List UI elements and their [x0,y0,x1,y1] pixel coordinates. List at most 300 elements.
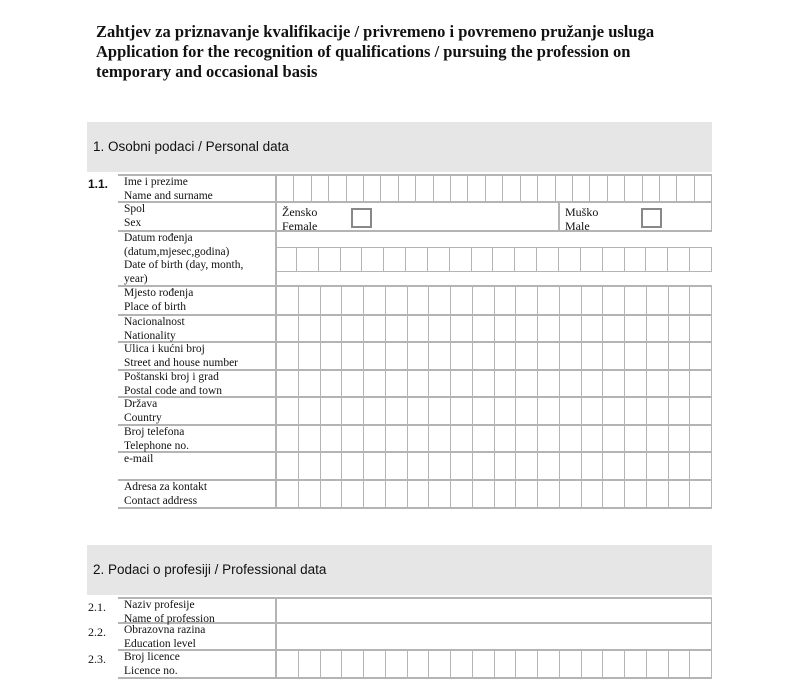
char-cell[interactable] [364,343,386,369]
char-cell[interactable] [321,343,343,369]
label-line: Postal code and town [124,384,223,397]
table-row [118,232,712,287]
char-cell[interactable] [647,651,669,677]
section-1-title: 1. Osobni podaci / Personal data [93,139,289,154]
char-cell[interactable] [668,248,690,271]
char-cell[interactable] [342,316,364,341]
char-cell[interactable] [451,287,473,314]
char-cell[interactable] [408,398,430,424]
char-grid [275,426,712,451]
char-cell[interactable] [538,481,560,507]
char-cell[interactable] [473,426,495,451]
char-cell[interactable] [386,453,408,479]
char-cell[interactable] [381,176,398,201]
char-cell[interactable] [625,248,647,271]
char-cell[interactable] [473,287,495,314]
label-line: Name of profession [124,612,215,625]
table-row [88,174,712,203]
char-cell[interactable] [321,287,343,314]
char-cell[interactable] [690,453,712,479]
row-number: 1.1. [88,177,109,191]
char-cell[interactable] [647,371,669,396]
char-cell[interactable] [429,343,451,369]
table-row [118,371,712,398]
char-grid [275,343,712,369]
char-cell[interactable] [277,176,294,201]
char-cell[interactable] [434,176,451,201]
char-cell[interactable] [516,426,538,451]
char-cell[interactable] [294,176,311,201]
char-cell[interactable] [582,343,604,369]
char-cell[interactable] [669,287,691,314]
char-cell[interactable] [690,287,712,314]
char-cell[interactable] [386,343,408,369]
char-cell[interactable] [560,398,582,424]
char-cell[interactable] [669,481,691,507]
char-cell[interactable] [625,481,647,507]
char-cell[interactable] [538,287,560,314]
char-cell[interactable] [342,287,364,314]
char-cell[interactable] [473,453,495,479]
char-cell[interactable] [297,248,319,271]
char-cell[interactable] [560,316,582,341]
char-cell[interactable] [299,651,321,677]
char-cell[interactable] [342,371,364,396]
char-cell[interactable] [299,371,321,396]
char-cell[interactable] [582,651,604,677]
char-cell[interactable] [690,316,712,341]
label-line: Education level [124,637,196,650]
table-row [118,481,712,509]
table-row [88,597,712,625]
char-cell[interactable] [608,176,625,201]
label-line: Date of birth (day, month, [124,259,244,271]
char-cell[interactable] [559,248,581,271]
char-cell[interactable] [364,176,381,201]
char-cell[interactable] [364,287,386,314]
char-cell[interactable] [277,398,299,424]
char-cell[interactable] [386,316,408,341]
label-line: Country [124,411,162,424]
char-cell[interactable] [347,176,364,201]
field-label [124,287,193,314]
char-cell[interactable] [581,248,603,271]
char-cell[interactable] [486,176,503,201]
char-cell[interactable] [408,343,430,369]
char-cell[interactable] [538,316,560,341]
char-cell[interactable] [516,651,538,677]
table-row [118,398,712,426]
title-line: Application for the recognition of qualifications / pursuing the profession on [96,42,631,61]
char-cell[interactable] [538,426,560,451]
char-cell[interactable] [451,343,473,369]
label-line: Sex [124,216,142,229]
field-label [124,599,215,626]
char-cell[interactable] [364,316,386,341]
char-cell[interactable] [451,398,473,424]
field-label [124,651,180,678]
char-cell[interactable] [342,453,364,479]
char-cell[interactable] [647,316,669,341]
char-cell[interactable] [386,651,408,677]
field-label [124,481,207,508]
char-cell[interactable] [399,176,416,201]
char-cell[interactable] [277,651,299,677]
char-cell[interactable] [341,248,363,271]
char-cell[interactable] [312,176,329,201]
table-row [118,426,712,453]
label-line: Ime i prezime [124,176,188,188]
label-line: Država [124,398,158,410]
label-line: Poštanski broj i grad [124,371,219,383]
char-cell[interactable] [451,371,473,396]
char-cell[interactable] [690,651,712,677]
char-cell[interactable] [495,287,517,314]
char-cell[interactable] [342,426,364,451]
char-cell[interactable] [342,481,364,507]
char-cell[interactable] [364,453,386,479]
char-cell[interactable] [625,176,642,201]
char-cell[interactable] [647,343,669,369]
char-cell[interactable] [538,651,560,677]
char-cell[interactable] [429,651,451,677]
char-cell[interactable] [669,453,691,479]
section-2-header [87,545,712,595]
text-field[interactable] [275,599,712,622]
char-cell[interactable] [503,176,520,201]
label-line: e-mail [124,453,154,465]
char-cell[interactable] [521,176,538,201]
char-cell[interactable] [582,371,604,396]
char-cell[interactable] [473,398,495,424]
char-cell[interactable] [660,176,677,201]
char-cell[interactable] [408,316,430,341]
char-cell[interactable] [516,398,538,424]
char-cell[interactable] [669,371,691,396]
field-label [124,203,145,230]
char-cell[interactable] [646,248,668,271]
char-cell[interactable] [472,248,494,271]
field-label [124,624,205,651]
char-cell[interactable] [537,248,559,271]
male-checkbox[interactable] [641,208,662,228]
char-cell[interactable] [277,316,299,341]
char-cell[interactable] [299,453,321,479]
char-cell[interactable] [516,371,538,396]
char-cell[interactable] [299,426,321,451]
char-cell[interactable] [450,248,472,271]
char-cell[interactable] [495,343,517,369]
char-cell[interactable] [429,453,451,479]
char-cell[interactable] [386,287,408,314]
char-cell[interactable] [364,371,386,396]
char-cell[interactable] [603,426,625,451]
char-cell[interactable] [299,343,321,369]
char-cell[interactable] [690,248,712,271]
char-cell[interactable] [625,371,647,396]
char-cell[interactable] [495,316,517,341]
char-cell[interactable] [603,343,625,369]
char-cell[interactable] [695,176,712,201]
char-cell[interactable] [582,398,604,424]
char-cell[interactable] [582,316,604,341]
char-cell[interactable] [299,481,321,507]
char-cell[interactable] [429,481,451,507]
table-row [88,651,712,679]
char-cell[interactable] [573,176,590,201]
char-cell[interactable] [473,481,495,507]
char-cell[interactable] [386,371,408,396]
label-line: Broj telefona [124,426,185,438]
char-cell[interactable] [299,316,321,341]
char-cell[interactable] [364,426,386,451]
label-line: Spol [124,203,146,215]
char-cell[interactable] [428,248,450,271]
char-cell[interactable] [690,343,712,369]
female-label-en: Female [282,219,318,233]
field-label [124,426,189,453]
table-row [118,343,712,371]
char-cell[interactable] [429,371,451,396]
char-cell[interactable] [516,453,538,479]
char-cell[interactable] [647,426,669,451]
title-line: temporary and occasional basis [96,62,318,81]
char-cell[interactable] [538,176,555,201]
char-cell[interactable] [364,398,386,424]
char-cell[interactable] [516,287,538,314]
char-cell[interactable] [582,481,604,507]
char-cell[interactable] [386,398,408,424]
char-cell[interactable] [321,371,343,396]
male-label-en: Male [565,219,590,233]
char-cell[interactable] [277,453,299,479]
char-cell[interactable] [495,426,517,451]
char-grid [275,651,712,677]
char-cell[interactable] [321,316,343,341]
char-cell[interactable] [560,453,582,479]
char-cell[interactable] [451,316,473,341]
char-cell[interactable] [342,398,364,424]
char-cell[interactable] [384,248,406,271]
char-cell[interactable] [643,176,660,201]
char-cell[interactable] [408,453,430,479]
char-grid [275,398,712,424]
char-cell[interactable] [473,371,495,396]
char-cell[interactable] [669,316,691,341]
char-cell[interactable] [468,176,485,201]
char-cell[interactable] [321,651,343,677]
char-cell[interactable] [495,453,517,479]
char-cell[interactable] [669,426,691,451]
char-cell[interactable] [603,651,625,677]
char-cell[interactable] [342,651,364,677]
char-cell[interactable] [690,481,712,507]
char-cell[interactable] [647,453,669,479]
table-row [88,624,712,651]
char-cell[interactable] [473,343,495,369]
char-cell[interactable] [560,287,582,314]
label-line: Nacionalnost [124,316,185,328]
char-cell[interactable] [556,176,573,201]
label-line: Datum rođenja [124,232,193,244]
char-cell[interactable] [451,481,473,507]
char-cell[interactable] [625,316,647,341]
char-cell[interactable] [277,481,299,507]
char-cell[interactable] [364,481,386,507]
char-cell[interactable] [603,287,625,314]
char-cell[interactable] [582,426,604,451]
char-cell[interactable] [603,453,625,479]
char-cell[interactable] [669,343,691,369]
char-cell[interactable] [299,287,321,314]
table-row [118,203,712,232]
char-cell[interactable] [603,481,625,507]
char-cell[interactable] [669,651,691,677]
char-cell[interactable] [473,316,495,341]
char-cell[interactable] [493,248,515,271]
char-cell[interactable] [560,426,582,451]
char-cell[interactable] [538,453,560,479]
char-cell[interactable] [362,248,384,271]
label-line: Telephone no. [124,439,189,452]
char-cell[interactable] [451,453,473,479]
char-cell[interactable] [647,481,669,507]
char-cell[interactable] [625,453,647,479]
char-cell[interactable] [582,287,604,314]
char-cell[interactable] [451,426,473,451]
field-label [124,316,185,343]
char-cell[interactable] [625,651,647,677]
char-grid [275,287,712,314]
char-grid [275,176,712,201]
char-cell[interactable] [495,371,517,396]
title-line: Zahtjev za priznavanje kvalifikacije / privremeno i povremeno pružanje usluga [96,22,655,41]
char-cell[interactable] [319,248,341,271]
char-grid [275,453,712,479]
char-cell[interactable] [538,371,560,396]
char-cell[interactable] [560,651,582,677]
sex-field [275,203,712,233]
char-cell[interactable] [677,176,694,201]
char-cell[interactable] [560,343,582,369]
char-cell[interactable] [277,287,299,314]
label-line: Street and house number [124,356,239,369]
field-label [124,343,238,370]
char-cell[interactable] [408,426,430,451]
table-row [118,287,712,316]
char-cell[interactable] [408,371,430,396]
char-cell[interactable] [603,371,625,396]
char-cell[interactable] [275,248,297,271]
label-line: Ulica i kućni broj [124,343,205,355]
char-cell[interactable] [647,287,669,314]
char-cell[interactable] [429,426,451,451]
char-cell[interactable] [590,176,607,201]
char-cell[interactable] [416,176,433,201]
char-grid [275,481,712,507]
char-cell[interactable] [386,481,408,507]
char-cell[interactable] [625,287,647,314]
male-label-hr: Muško [565,205,599,219]
char-cell[interactable] [582,453,604,479]
char-cell[interactable] [625,426,647,451]
section-1-header [87,122,712,172]
char-cell[interactable] [364,651,386,677]
char-cell[interactable] [647,398,669,424]
label-line: Adresa za kontakt [124,481,208,493]
char-cell[interactable] [560,371,582,396]
row-number: 2.3. [88,652,106,666]
char-cell[interactable] [560,481,582,507]
char-cell[interactable] [625,343,647,369]
char-cell[interactable] [299,398,321,424]
char-cell[interactable] [321,398,343,424]
char-cell[interactable] [538,343,560,369]
female-label-hr: Žensko [282,205,318,219]
char-cell[interactable] [473,651,495,677]
char-cell[interactable] [690,371,712,396]
char-cell[interactable] [408,651,430,677]
char-cell[interactable] [516,481,538,507]
char-cell[interactable] [277,371,299,396]
char-cell[interactable] [516,343,538,369]
char-cell[interactable] [516,316,538,341]
char-cell[interactable] [329,176,346,201]
char-cell[interactable] [538,398,560,424]
char-cell[interactable] [690,398,712,424]
char-cell[interactable] [277,343,299,369]
char-cell[interactable] [603,316,625,341]
text-field[interactable] [275,624,712,649]
char-cell[interactable] [690,426,712,451]
char-cell[interactable] [603,398,625,424]
field-label [124,371,222,398]
char-cell[interactable] [386,426,408,451]
male-option [560,203,711,233]
label-line: year) [124,272,148,285]
char-cell[interactable] [406,248,428,271]
label-line: Licence no. [124,664,178,677]
char-cell[interactable] [451,176,468,201]
char-cell[interactable] [342,343,364,369]
female-checkbox[interactable] [351,208,372,228]
char-cell[interactable] [669,398,691,424]
label-line: Contact address [124,494,198,507]
char-cell[interactable] [625,398,647,424]
char-cell[interactable] [451,651,473,677]
char-cell[interactable] [429,316,451,341]
char-grid [275,371,712,396]
char-cell[interactable] [429,287,451,314]
char-cell[interactable] [603,248,625,271]
char-cell[interactable] [495,651,517,677]
char-cell[interactable] [408,481,430,507]
char-cell[interactable] [429,398,451,424]
field-label [124,176,213,203]
char-cell[interactable] [515,248,537,271]
label-line: Naziv profesije [124,599,195,611]
char-cell[interactable] [321,481,343,507]
char-cell[interactable] [277,426,299,451]
char-cell[interactable] [321,453,343,479]
label-line: Name and surname [124,189,213,202]
char-cell[interactable] [495,398,517,424]
label-line: (datum,mjesec,godina) [124,245,230,258]
table-row [118,453,712,481]
char-cell[interactable] [408,287,430,314]
char-cell[interactable] [321,426,343,451]
char-cell[interactable] [495,481,517,507]
